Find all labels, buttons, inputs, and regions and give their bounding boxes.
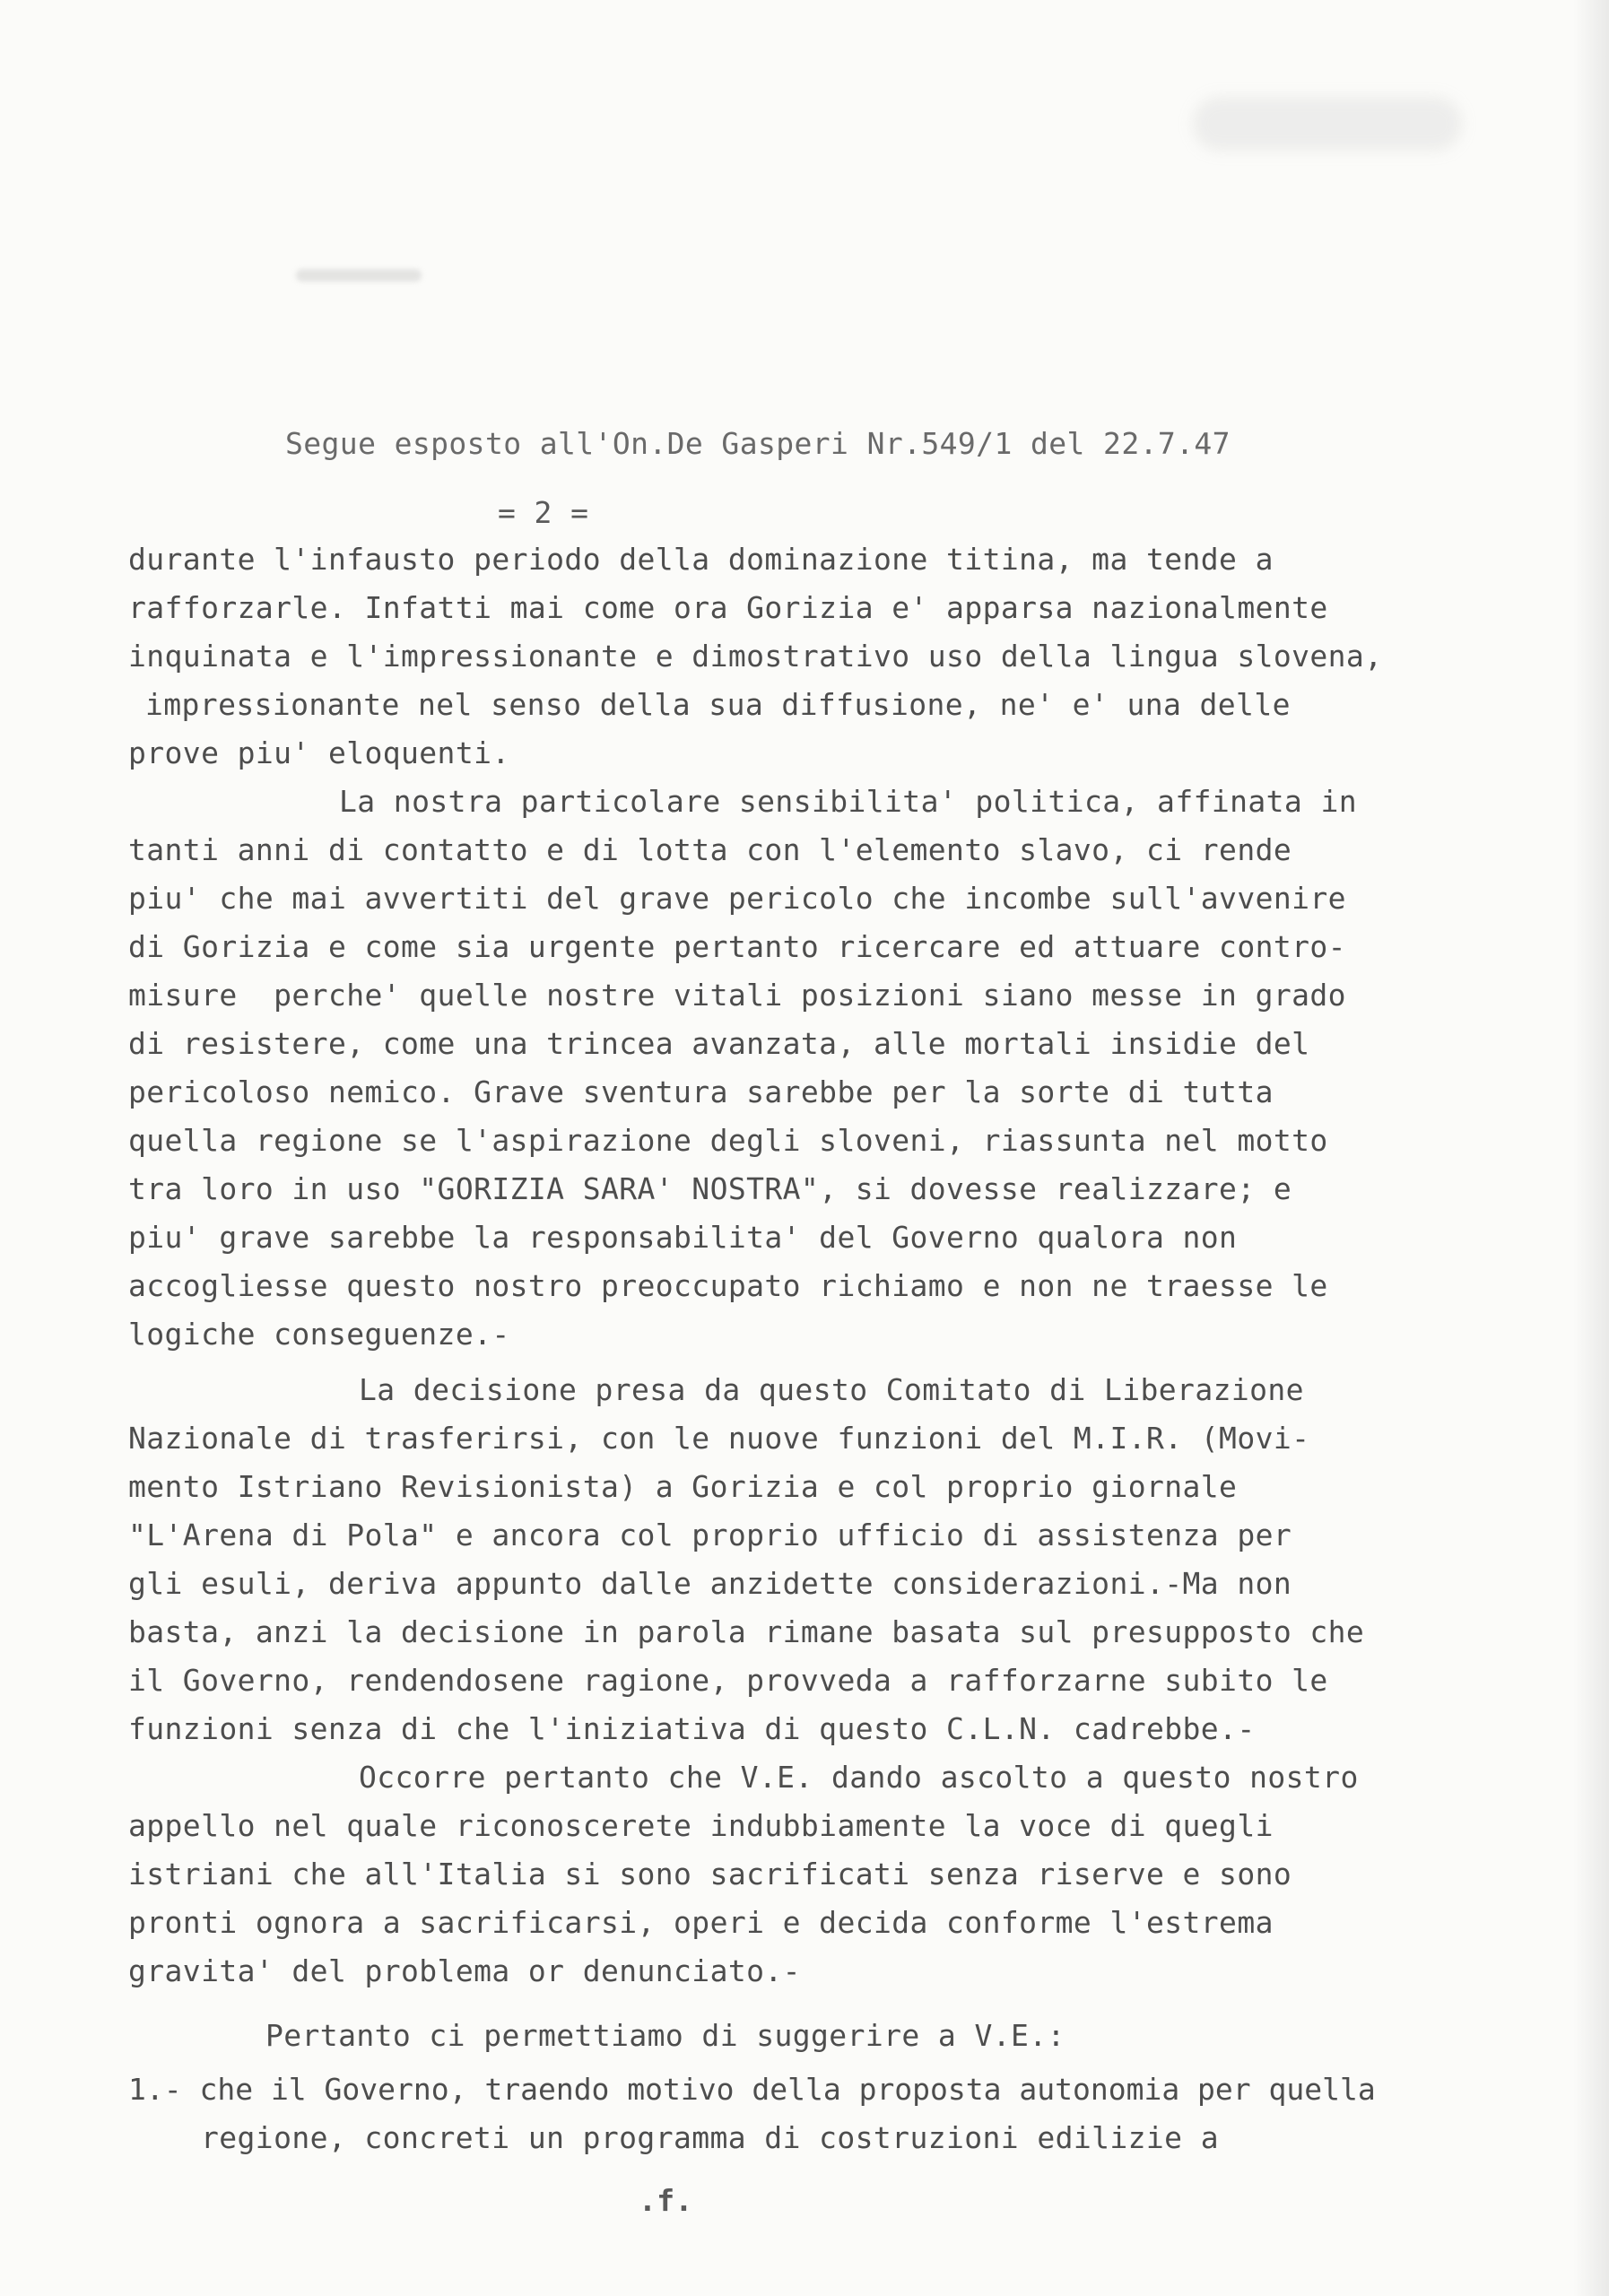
text-line: tanti anni di contatto e di lotta con l'elemento slavo, ci rende	[128, 832, 1292, 867]
text-line: il Governo, rendendosene ragione, provveda a rafforzarne subito le	[128, 1663, 1328, 1698]
text-line: inquinata e l'impressionante e dimostrativo uso della lingua slovena,	[128, 639, 1383, 674]
text-line: La nostra particolare sensibilita' politica, affinata in	[339, 784, 1357, 819]
text-line: di Gorizia e come sia urgente pertanto ricercare ed attuare contro-	[128, 929, 1346, 964]
paper-edge-shadow	[1573, 0, 1609, 2296]
text-line: impressionante nel senso della sua diffusione, ne' e' una delle	[145, 687, 1291, 722]
text-line: quella regione se l'aspirazione degli sloveni, riassunta nel motto	[128, 1123, 1328, 1158]
text-line: pericoloso nemico. Grave sventura sarebbe per la sorte di tutta	[128, 1074, 1274, 1109]
text-line: Occorre pertanto che V.E. dando ascolto a questo nostro	[359, 1760, 1359, 1795]
document-header: Segue esposto all'On.De Gasperi Nr.549/1 del 22.7.47	[285, 426, 1231, 461]
text-line: di resistere, come una trincea avanzata, alle mortali insidie del	[128, 1026, 1310, 1061]
text-line: funzioni senza di che l'iniziativa di questo C.L.N. cadrebbe.-	[128, 1711, 1256, 1746]
text-line: gravita' del problema or denunciato.-	[128, 1953, 801, 1988]
text-line: misure perche' quelle nostre vitali posizioni siano messe in grado	[128, 978, 1346, 1013]
text-line: Pertanto ci permettiamo di suggerire a V.E.:	[265, 2018, 1065, 2053]
text-line: tra loro in uso "GORIZIA SARA' NOSTRA", si dovesse realizzare; e	[128, 1171, 1292, 1206]
text-line: piu' grave sarebbe la responsabilita' del Governo qualora non	[128, 1220, 1238, 1255]
text-line: gli esuli, deriva appunto dalle anzidette considerazioni.-Ma non	[128, 1566, 1292, 1601]
text-line: La decisione presa da questo Comitato di Liberazione	[359, 1372, 1304, 1407]
text-line: Nazionale di trasferirsi, con le nuove funzioni del M.I.R. (Movi-	[128, 1421, 1310, 1456]
continuation-mark: .f.	[639, 2183, 693, 2218]
text-line: accogliesse questo nostro preoccupato richiamo e non ne traesse le	[128, 1268, 1328, 1303]
text-line: "L'Arena di Pola" e ancora col proprio ufficio di assistenza per	[128, 1518, 1292, 1552]
paper-stain	[296, 269, 422, 282]
text-line: basta, anzi la decisione in parola rimane basata sul presupposto che	[128, 1614, 1365, 1649]
text-line: rafforzarle. Infatti mai come ora Gorizia e' apparsa nazionalmente	[128, 590, 1328, 625]
text-line: durante l'infausto periodo della dominazione titina, ma tende a	[128, 542, 1274, 577]
text-line: regione, concreti un programma di costruzioni edilizie a	[201, 2120, 1219, 2155]
text-line: logiche conseguenze.-	[128, 1317, 510, 1352]
text-line: appello nel quale riconoscerete indubbiamente la voce di quegli	[128, 1808, 1274, 1843]
text-line: mento Istriano Revisionista) a Gorizia e col proprio giornale	[128, 1469, 1238, 1504]
text-line: 1.- che il Governo, traendo motivo della proposta autonomia per quella	[128, 2072, 1376, 2107]
paper-stain	[1193, 97, 1462, 151]
text-line: pronti ognora a sacrificarsi, operi e decida conforme l'estrema	[128, 1905, 1274, 1940]
page-number: = 2 =	[498, 495, 589, 530]
text-line: prove piu' eloquenti.	[128, 735, 510, 770]
text-line: piu' che mai avvertiti del grave pericolo che incombe sull'avvenire	[128, 881, 1346, 916]
text-line: istriani che all'Italia si sono sacrificati senza riserve e sono	[128, 1857, 1292, 1892]
